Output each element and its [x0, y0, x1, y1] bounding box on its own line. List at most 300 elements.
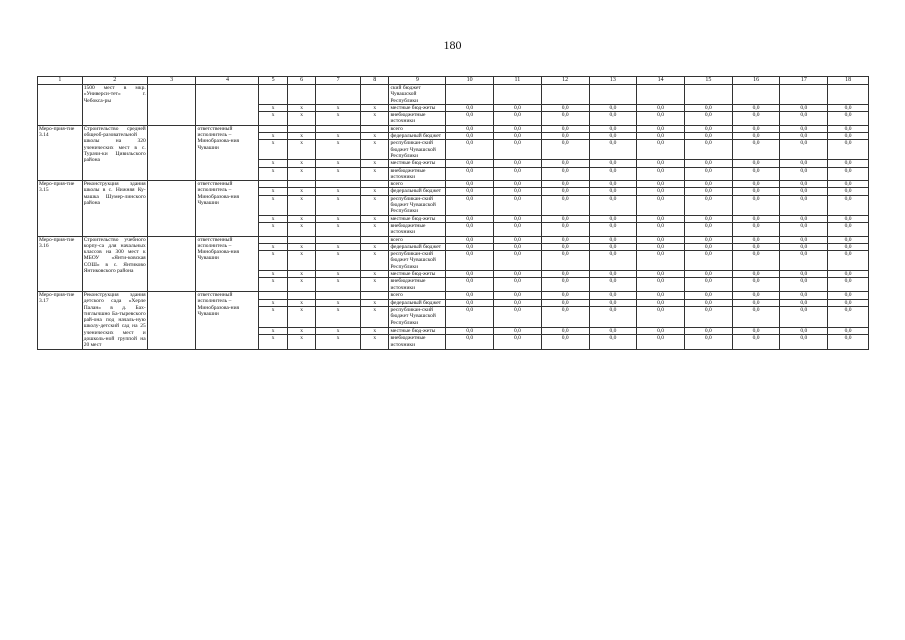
amount-cell: 0,0: [684, 327, 732, 335]
x-marker-cell: x: [361, 195, 389, 215]
amount-cell: 0,0: [446, 271, 494, 278]
amount-cell: 0,0: [780, 222, 828, 236]
amount-cell: 0,0: [494, 278, 542, 292]
amount-cell: 0,0: [637, 133, 685, 140]
amount-cell: 0,0: [780, 278, 828, 292]
amount-cell: 0,0: [684, 167, 732, 181]
amount-cell: 0,0: [732, 307, 780, 328]
amount-cell: 0,0: [732, 299, 780, 307]
funding-source: внебюджетные источники: [389, 278, 446, 292]
x-marker-cell: [316, 181, 361, 188]
amount-cell: 0,0: [828, 327, 869, 335]
x-marker-cell: x: [316, 335, 361, 349]
amount-cell: 0,0: [780, 236, 828, 243]
x-marker-cell: x: [361, 160, 389, 167]
amount-cell: 0,0: [684, 243, 732, 250]
x-marker-cell: x: [316, 251, 361, 271]
measure-name: Строительство средней общеоб-разовательной школы на 320 ученических мест в с. Турачи-ки Цивильского района: [82, 125, 147, 180]
amount-cell: 0,0: [446, 335, 494, 349]
executor: ответственный исполнитель – Минобразова-ния Чувашии: [196, 125, 259, 180]
amount-cell: 0,0: [780, 299, 828, 307]
amount-cell: 0,0: [637, 236, 685, 243]
x-marker-cell: x: [259, 299, 287, 307]
amount-cell: [780, 85, 828, 105]
amount-cell: 0,0: [446, 133, 494, 140]
x-marker-cell: x: [316, 104, 361, 111]
amount-cell: 0,0: [494, 160, 542, 167]
amount-cell: 0,0: [446, 160, 494, 167]
amount-cell: 0,0: [494, 271, 542, 278]
x-marker-cell: x: [316, 327, 361, 335]
amount-cell: 0,0: [446, 215, 494, 222]
amount-cell: 0,0: [780, 133, 828, 140]
amount-cell: 0,0: [446, 243, 494, 250]
x-marker-cell: x: [287, 167, 315, 181]
x-marker-cell: x: [316, 160, 361, 167]
table-row: [38, 125, 869, 132]
amount-cell: 0,0: [732, 181, 780, 188]
amount-cell: 0,0: [589, 112, 637, 126]
amount-cell: 0,0: [828, 167, 869, 181]
x-marker-cell: x: [361, 133, 389, 140]
amount-cell: 0,0: [828, 335, 869, 349]
measure-name: Реконструкция здания детского сада «Херле Палан» в д. Бах-тиглычшно Ба-тыревского рай-она под началь-ную школу-детский сад на 25 ученических мест и дошколь-ной группой на 20 мест: [83, 291, 146, 349]
amount-cell: 0,0: [494, 236, 542, 243]
amount-cell: 0,0: [732, 236, 780, 243]
amount-cell: 0,0: [780, 307, 828, 328]
amount-cell: 0,0: [732, 215, 780, 222]
amount-cell: 0,0: [446, 195, 494, 215]
header-cell-5: 5: [259, 77, 287, 85]
x-marker-cell: x: [287, 335, 315, 349]
amount-cell: 0,0: [780, 251, 828, 271]
amount-cell: 0,0: [637, 167, 685, 181]
amount-cell: 0,0: [541, 215, 589, 222]
x-marker-cell: x: [259, 195, 287, 215]
x-marker-cell: x: [361, 222, 389, 236]
amount-cell: 0,0: [589, 271, 637, 278]
amount-cell: 0,0: [541, 104, 589, 111]
amount-cell: 0,0: [732, 140, 780, 160]
amount-cell: 0,0: [732, 104, 780, 111]
x-marker-cell: x: [287, 278, 315, 292]
amount-cell: 0,0: [589, 251, 637, 271]
amount-cell: 0,0: [541, 133, 589, 140]
amount-cell: 0,0: [494, 299, 542, 307]
x-marker-cell: x: [361, 271, 389, 278]
x-marker-cell: x: [287, 112, 315, 126]
amount-cell: [684, 85, 732, 105]
col3-cell: [147, 181, 196, 236]
amount-cell: 0,0: [446, 104, 494, 111]
amount-cell: [446, 85, 494, 105]
amount-cell: 0,0: [637, 215, 685, 222]
funding-source: федеральный бюджет: [389, 243, 446, 250]
x-marker-cell: x: [316, 299, 361, 307]
amount-cell: [732, 85, 780, 105]
amount-cell: 0,0: [494, 251, 542, 271]
amount-cell: 0,0: [732, 133, 780, 140]
amount-cell: 0,0: [589, 188, 637, 195]
amount-cell: 0,0: [589, 291, 637, 299]
amount-cell: 0,0: [541, 291, 589, 299]
header-cell-2: 2: [82, 77, 147, 85]
executor: ответственный исполнитель – Минобразова-ния Чувашии: [196, 291, 259, 349]
amount-cell: 0,0: [589, 133, 637, 140]
amount-cell: 0,0: [732, 125, 780, 132]
x-marker-cell: [287, 291, 315, 299]
amount-cell: 0,0: [828, 307, 869, 328]
amount-cell: 0,0: [541, 195, 589, 215]
amount-cell: 0,0: [541, 251, 589, 271]
amount-cell: 0,0: [494, 140, 542, 160]
amount-cell: 0,0: [780, 291, 828, 299]
amount-cell: 0,0: [684, 291, 732, 299]
amount-cell: 0,0: [637, 112, 685, 126]
table-row: [38, 181, 869, 188]
amount-cell: 0,0: [684, 181, 732, 188]
x-marker-cell: x: [287, 195, 315, 215]
amount-cell: 0,0: [494, 188, 542, 195]
header-cell-15: 15: [684, 77, 732, 85]
header-cell-10: 10: [446, 77, 494, 85]
amount-cell: 0,0: [494, 167, 542, 181]
amount-cell: 0,0: [637, 278, 685, 292]
amount-cell: 0,0: [541, 181, 589, 188]
header-cell-1: 1: [38, 77, 83, 85]
x-marker-cell: x: [316, 271, 361, 278]
x-marker-cell: x: [316, 222, 361, 236]
x-marker-cell: x: [259, 104, 287, 111]
amount-cell: 0,0: [494, 327, 542, 335]
x-marker-cell: x: [259, 251, 287, 271]
amount-cell: 0,0: [541, 307, 589, 328]
amount-cell: 0,0: [684, 195, 732, 215]
measure-id: Меро-прия-тие 3.17: [38, 291, 83, 349]
measure-name: Реконструкция здания школы в с. Нижняя Ку-машка Шумер-линского района: [82, 181, 147, 236]
amount-cell: 0,0: [637, 125, 685, 132]
x-marker-cell: x: [316, 167, 361, 181]
funding-source: местные бюд-жеты: [389, 160, 446, 167]
amount-cell: 0,0: [684, 251, 732, 271]
amount-cell: 0,0: [589, 140, 637, 160]
funding-source: местные бюд-жеты: [389, 271, 446, 278]
amount-cell: 0,0: [637, 307, 685, 328]
x-marker-cell: x: [361, 104, 389, 111]
amount-cell: 0,0: [446, 188, 494, 195]
x-marker-cell: [287, 236, 315, 243]
amount-cell: 0,0: [541, 160, 589, 167]
amount-cell: 0,0: [684, 104, 732, 111]
header-cell-13: 13: [589, 77, 637, 85]
amount-cell: 0,0: [541, 112, 589, 126]
amount-cell: 0,0: [828, 278, 869, 292]
measure-id: Меро-прия-тие 3.15: [38, 181, 83, 236]
amount-cell: 0,0: [828, 133, 869, 140]
amount-cell: 0,0: [684, 125, 732, 132]
amount-cell: 0,0: [684, 215, 732, 222]
amount-cell: 0,0: [828, 125, 869, 132]
x-marker-cell: x: [361, 335, 389, 349]
amount-cell: 0,0: [446, 307, 494, 328]
header-cell-17: 17: [780, 77, 828, 85]
amount-cell: 0,0: [732, 291, 780, 299]
amount-cell: 0,0: [494, 335, 542, 349]
amount-cell: 0,0: [684, 222, 732, 236]
x-marker-cell: x: [287, 160, 315, 167]
amount-cell: 0,0: [828, 251, 869, 271]
x-marker-cell: [361, 236, 389, 243]
amount-cell: 0,0: [780, 167, 828, 181]
x-marker-cell: x: [361, 243, 389, 250]
x-marker-cell: [361, 291, 389, 299]
amount-cell: 0,0: [637, 188, 685, 195]
amount-cell: 0,0: [637, 291, 685, 299]
amount-cell: 0,0: [684, 188, 732, 195]
amount-cell: 0,0: [541, 243, 589, 250]
amount-cell: 0,0: [732, 112, 780, 126]
amount-cell: 0,0: [494, 104, 542, 111]
funding-source: внебюджетные источники: [389, 222, 446, 236]
table-row: [38, 291, 869, 299]
amount-cell: 0,0: [494, 222, 542, 236]
x-marker-cell: [287, 85, 315, 105]
x-marker-cell: [287, 181, 315, 188]
funding-source: республикан-ский бюджет Чувашской Республики: [389, 307, 446, 328]
amount-cell: [828, 85, 869, 105]
amount-cell: 0,0: [780, 125, 828, 132]
amount-cell: 0,0: [637, 181, 685, 188]
measure-name: 1500 мест в мкр. «Универси-тет» г. Чебокса-ры: [82, 85, 147, 126]
amount-cell: 0,0: [446, 181, 494, 188]
amount-cell: 0,0: [446, 278, 494, 292]
funding-source: внебюджетные источники: [389, 167, 446, 181]
x-marker-cell: x: [259, 278, 287, 292]
header-cell-7: 7: [316, 77, 361, 85]
amount-cell: 0,0: [732, 251, 780, 271]
amount-cell: 0,0: [780, 188, 828, 195]
amount-cell: 0,0: [828, 299, 869, 307]
table-row: [38, 85, 869, 105]
amount-cell: 0,0: [637, 243, 685, 250]
amount-cell: 0,0: [541, 167, 589, 181]
x-marker-cell: x: [259, 160, 287, 167]
funding-source: местные бюд-жеты: [389, 327, 446, 335]
header-cell-18: 18: [828, 77, 869, 85]
amount-cell: 0,0: [541, 140, 589, 160]
amount-cell: 0,0: [446, 291, 494, 299]
amount-cell: 0,0: [494, 125, 542, 132]
amount-cell: 0,0: [828, 188, 869, 195]
amount-cell: 0,0: [828, 291, 869, 299]
amount-cell: 0,0: [589, 167, 637, 181]
x-marker-cell: x: [287, 299, 315, 307]
funding-source: всего: [389, 236, 446, 243]
col3-cell: [147, 85, 196, 126]
amount-cell: 0,0: [684, 271, 732, 278]
funding-source: ский бюджет Чувашской Республики: [389, 85, 446, 105]
amount-cell: 0,0: [589, 236, 637, 243]
x-marker-cell: x: [287, 251, 315, 271]
header-row: [38, 77, 869, 85]
funding-source: федеральный бюджет: [389, 188, 446, 195]
x-marker-cell: [316, 85, 361, 105]
amount-cell: 0,0: [637, 335, 685, 349]
amount-cell: [541, 85, 589, 105]
amount-cell: 0,0: [446, 327, 494, 335]
x-marker-cell: x: [259, 335, 287, 349]
amount-cell: 0,0: [780, 243, 828, 250]
amount-cell: 0,0: [589, 125, 637, 132]
amount-cell: 0,0: [589, 335, 637, 349]
x-marker-cell: x: [316, 140, 361, 160]
x-marker-cell: x: [259, 167, 287, 181]
header-cell-4: 4: [196, 77, 259, 85]
x-marker-cell: [259, 181, 287, 188]
measure-id: Меро-прия-тие 3.16: [38, 236, 83, 291]
x-marker-cell: x: [287, 140, 315, 160]
x-marker-cell: x: [287, 104, 315, 111]
x-marker-cell: x: [287, 243, 315, 250]
amount-cell: 0,0: [541, 278, 589, 292]
col3-cell: [147, 291, 196, 349]
amount-cell: 0,0: [637, 271, 685, 278]
amount-cell: 0,0: [828, 236, 869, 243]
amount-cell: 0,0: [541, 335, 589, 349]
amount-cell: 0,0: [589, 215, 637, 222]
amount-cell: 0,0: [637, 327, 685, 335]
header-cell-12: 12: [541, 77, 589, 85]
table-row: [38, 236, 869, 243]
x-marker-cell: x: [361, 167, 389, 181]
amount-cell: 0,0: [828, 112, 869, 126]
x-marker-cell: x: [316, 243, 361, 250]
executor: ответственный исполнитель – Минобразова-ния Чувашии: [196, 181, 259, 236]
amount-cell: 0,0: [684, 133, 732, 140]
x-marker-cell: x: [316, 278, 361, 292]
measure-id: Меро-прия-тие 3.14: [38, 125, 83, 180]
funding-source: республикан-ский бюджет Чувашской Республики: [389, 251, 446, 271]
x-marker-cell: [361, 125, 389, 132]
amount-cell: 0,0: [494, 243, 542, 250]
funding-source: местные бюд-жеты: [389, 104, 446, 111]
x-marker-cell: x: [287, 222, 315, 236]
amount-cell: 0,0: [541, 236, 589, 243]
x-marker-cell: x: [361, 251, 389, 271]
executor: [196, 85, 259, 126]
x-marker-cell: [259, 85, 287, 105]
amount-cell: 0,0: [684, 278, 732, 292]
x-marker-cell: x: [361, 112, 389, 126]
amount-cell: 0,0: [828, 195, 869, 215]
amount-cell: 0,0: [589, 307, 637, 328]
amount-cell: 0,0: [637, 251, 685, 271]
amount-cell: 0,0: [684, 307, 732, 328]
amount-cell: 0,0: [494, 307, 542, 328]
amount-cell: 0,0: [732, 335, 780, 349]
amount-cell: 0,0: [732, 271, 780, 278]
amount-cell: 0,0: [828, 181, 869, 188]
amount-cell: 0,0: [541, 299, 589, 307]
amount-cell: [494, 85, 542, 105]
x-marker-cell: x: [287, 188, 315, 195]
header-cell-16: 16: [732, 77, 780, 85]
x-marker-cell: [316, 125, 361, 132]
x-marker-cell: x: [259, 215, 287, 222]
x-marker-cell: x: [259, 222, 287, 236]
x-marker-cell: x: [259, 133, 287, 140]
header-cell-9: 9: [389, 77, 446, 85]
amount-cell: 0,0: [732, 327, 780, 335]
amount-cell: [637, 85, 685, 105]
measure-id: [38, 85, 83, 126]
x-marker-cell: x: [361, 140, 389, 160]
x-marker-cell: x: [259, 243, 287, 250]
amount-cell: 0,0: [589, 104, 637, 111]
amount-cell: 0,0: [780, 112, 828, 126]
amount-cell: 0,0: [589, 243, 637, 250]
amount-cell: 0,0: [446, 236, 494, 243]
x-marker-cell: x: [361, 307, 389, 328]
executor: ответственный исполнитель – Минобразова-ния Чувашии: [196, 236, 259, 291]
amount-cell: 0,0: [828, 222, 869, 236]
x-marker-cell: [316, 291, 361, 299]
amount-cell: 0,0: [637, 160, 685, 167]
amount-cell: 0,0: [494, 195, 542, 215]
amount-cell: 0,0: [589, 222, 637, 236]
x-marker-cell: [259, 125, 287, 132]
amount-cell: 0,0: [637, 195, 685, 215]
amount-cell: 0,0: [494, 181, 542, 188]
amount-cell: 0,0: [589, 327, 637, 335]
amount-cell: 0,0: [780, 335, 828, 349]
amount-cell: 0,0: [637, 222, 685, 236]
x-marker-cell: x: [361, 188, 389, 195]
x-marker-cell: x: [361, 278, 389, 292]
program-table: [37, 76, 869, 350]
funding-source: всего: [389, 125, 446, 132]
amount-cell: 0,0: [828, 243, 869, 250]
amount-cell: 0,0: [589, 195, 637, 215]
x-marker-cell: x: [316, 112, 361, 126]
x-marker-cell: x: [259, 271, 287, 278]
amount-cell: 0,0: [780, 215, 828, 222]
x-marker-cell: [259, 236, 287, 243]
x-marker-cell: x: [259, 327, 287, 335]
amount-cell: 0,0: [684, 236, 732, 243]
x-marker-cell: x: [259, 307, 287, 328]
amount-cell: 0,0: [541, 222, 589, 236]
amount-cell: 0,0: [446, 125, 494, 132]
amount-cell: 0,0: [732, 160, 780, 167]
x-marker-cell: x: [316, 195, 361, 215]
x-marker-cell: [316, 236, 361, 243]
funding-source: республикан-ский бюджет Чувашской Республики: [389, 195, 446, 215]
funding-source: всего: [389, 181, 446, 188]
amount-cell: 0,0: [541, 125, 589, 132]
amount-cell: 0,0: [780, 327, 828, 335]
amount-cell: 0,0: [637, 299, 685, 307]
amount-cell: 0,0: [732, 195, 780, 215]
amount-cell: 0,0: [780, 104, 828, 111]
amount-cell: 0,0: [446, 299, 494, 307]
header-cell-14: 14: [637, 77, 685, 85]
x-marker-cell: x: [361, 299, 389, 307]
x-marker-cell: x: [316, 133, 361, 140]
amount-cell: 0,0: [732, 188, 780, 195]
x-marker-cell: [361, 85, 389, 105]
x-marker-cell: [361, 181, 389, 188]
